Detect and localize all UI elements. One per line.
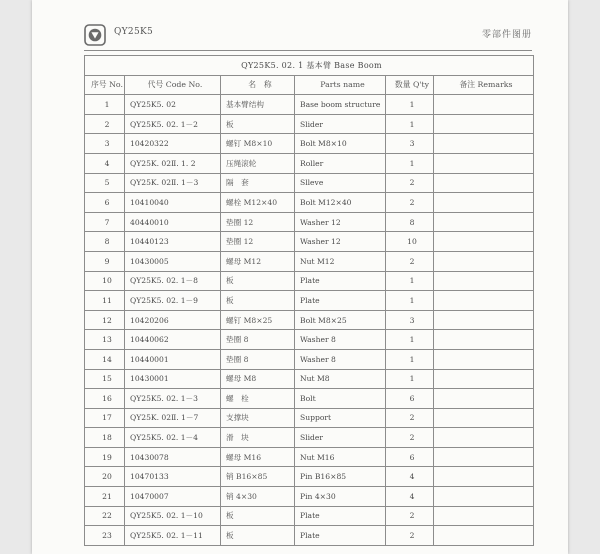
chinese-name-cell: 支撑块 [221,408,295,428]
code-cell: 10430078 [125,447,221,467]
parts-name-cell: Nut M16 [295,447,386,467]
chinese-name-cell: 螺钉 M8×10 [221,134,295,154]
table-row [85,173,534,193]
parts-name-cell: Washer 12 [295,232,386,252]
table-row [85,232,534,252]
table-body [85,95,534,546]
code-cell: 10430005 [125,251,221,271]
parts-name-cell: Slider [295,114,386,134]
table-row [85,271,534,291]
parts-name-cell: Pin 4×30 [295,487,386,507]
remarks-cell [434,428,534,448]
parts-name-cell: Washer 8 [295,349,386,369]
quantity-cell: 6 [386,447,434,467]
document-page [32,0,568,554]
code-cell: 10440123 [125,232,221,252]
remarks-cell [434,134,534,154]
code-cell: QY25K5. 02. 1－4 [125,428,221,448]
row-number: 3 [85,134,125,154]
table-row [85,134,534,154]
quantity-cell: 4 [386,467,434,487]
quantity-cell: 1 [386,330,434,350]
table-row [85,114,534,134]
quantity-cell: 1 [386,95,434,115]
chinese-name-cell: 螺母 M16 [221,447,295,467]
catalog-title: 零部件图册 [481,30,532,40]
code-cell: 10420322 [125,134,221,154]
parts-name-cell: Nut M12 [295,251,386,271]
table-row [85,212,534,232]
chinese-name-cell: 垫圈 8 [221,330,295,350]
quantity-cell: 1 [386,349,434,369]
row-number: 14 [85,349,125,369]
quantity-cell: 2 [386,506,434,526]
row-number: 17 [85,408,125,428]
remarks-cell [434,212,534,232]
row-number: 9 [85,251,125,271]
remarks-cell [434,330,534,350]
table-header-row [85,75,534,95]
row-number: 21 [85,487,125,507]
row-number: 15 [85,369,125,389]
table-row [85,389,534,409]
remarks-cell [434,114,534,134]
row-number: 23 [85,526,125,546]
chinese-name-cell: 螺母 M12 [221,251,295,271]
chinese-name-cell: 垫圈 12 [221,232,295,252]
remarks-cell [434,526,534,546]
remarks-cell [434,487,534,507]
chinese-name-cell: 板 [221,291,295,311]
remarks-cell [434,447,534,467]
table-row [85,153,534,173]
parts-name-cell: Washer 12 [295,212,386,232]
code-cell: 10470007 [125,487,221,507]
code-cell: 40440010 [125,212,221,232]
chinese-name-cell: 板 [221,114,295,134]
chinese-name-cell: 螺 栓 [221,389,295,409]
quantity-cell: 10 [386,232,434,252]
table-row [85,251,534,271]
remarks-cell [434,95,534,115]
brand-logo-icon [84,24,106,46]
parts-name-cell: Pin B16×85 [295,467,386,487]
quantity-cell: 1 [386,114,434,134]
table-row [85,330,534,350]
parts-name-cell: Bolt [295,389,386,409]
table-row [85,310,534,330]
table-row [85,487,534,507]
code-cell: QY25K5. 02 [125,95,221,115]
page-header [84,20,532,51]
row-number: 19 [85,447,125,467]
code-cell: 10420206 [125,310,221,330]
table-row [85,467,534,487]
remarks-cell [434,193,534,213]
chinese-name-cell: 滑 块 [221,428,295,448]
column-header-code: 代号 Code No. [125,75,221,95]
chinese-name-cell: 板 [221,506,295,526]
table-title-row [85,56,534,76]
row-number: 7 [85,212,125,232]
remarks-cell [434,173,534,193]
quantity-cell: 2 [386,428,434,448]
chinese-name-cell: 销 B16×85 [221,467,295,487]
table-row [85,95,534,115]
code-cell: QY25K. 02Ⅱ. 1－3 [125,173,221,193]
remarks-cell [434,467,534,487]
row-number: 1 [85,95,125,115]
remarks-cell [434,153,534,173]
table-row [85,349,534,369]
parts-name-cell: Bolt M12×40 [295,193,386,213]
quantity-cell: 2 [386,193,434,213]
column-header-qty: 数量 Q'ty [386,75,434,95]
code-cell: QY25K5. 02. 1－10 [125,506,221,526]
remarks-cell [434,506,534,526]
parts-name-cell: Washer 8 [295,330,386,350]
quantity-cell: 1 [386,271,434,291]
remarks-cell [434,251,534,271]
quantity-cell: 3 [386,310,434,330]
model-code: QY25K5 [114,27,154,37]
quantity-cell: 2 [386,408,434,428]
remarks-cell [434,369,534,389]
parts-name-cell: Base boom structure [295,95,386,115]
chinese-name-cell: 螺钉 M8×25 [221,310,295,330]
quantity-cell: 1 [386,369,434,389]
row-number: 18 [85,428,125,448]
row-number: 5 [85,173,125,193]
parts-name-cell: Plate [295,526,386,546]
table-row [85,447,534,467]
chinese-name-cell: 螺栓 M12×40 [221,193,295,213]
remarks-cell [434,291,534,311]
chinese-name-cell: 隔 套 [221,173,295,193]
code-cell: 10410040 [125,193,221,213]
chinese-name-cell: 销 4×30 [221,487,295,507]
code-cell: 10430001 [125,369,221,389]
code-cell: QY25K5. 02. 1－3 [125,389,221,409]
chinese-name-cell: 板 [221,271,295,291]
parts-name-cell: Plate [295,291,386,311]
row-number: 4 [85,153,125,173]
table-row [85,291,534,311]
quantity-cell: 2 [386,251,434,271]
table-row [85,369,534,389]
column-header-parts-name: Parts name [295,75,386,95]
column-header-name-cn: 名 称 [221,75,295,95]
remarks-cell [434,349,534,369]
code-cell: QY25K5. 02. 1－2 [125,114,221,134]
quantity-cell: 4 [386,487,434,507]
code-cell: QY25K5. 02. 1－11 [125,526,221,546]
row-number: 2 [85,114,125,134]
code-cell: QY25K. 02Ⅱ. 1. 2 [125,153,221,173]
parts-name-cell: Support [295,408,386,428]
code-cell: 10470133 [125,467,221,487]
row-number: 8 [85,232,125,252]
remarks-cell [434,408,534,428]
quantity-cell: 3 [386,134,434,154]
code-cell: 10440001 [125,349,221,369]
row-number: 6 [85,193,125,213]
quantity-cell: 1 [386,291,434,311]
row-number: 11 [85,291,125,311]
row-number: 22 [85,506,125,526]
row-number: 20 [85,467,125,487]
row-number: 16 [85,389,125,409]
code-cell: QY25K5. 02. 1－9 [125,291,221,311]
column-header-remarks: 备注 Remarks [434,75,534,95]
code-cell: QY25K5. 02. 1－8 [125,271,221,291]
table-title: QY25K5. 02. 1 基本臂 Base Boom [85,56,534,76]
code-cell: QY25K. 02Ⅱ. 1－7 [125,408,221,428]
row-number: 10 [85,271,125,291]
parts-name-cell: Slleve [295,173,386,193]
row-number: 12 [85,310,125,330]
parts-name-cell: Nut M8 [295,369,386,389]
chinese-name-cell: 螺母 M8 [221,369,295,389]
parts-name-cell: Roller [295,153,386,173]
parts-name-cell: Bolt M8×10 [295,134,386,154]
quantity-cell: 2 [386,173,434,193]
parts-name-cell: Plate [295,271,386,291]
parts-name-cell: Plate [295,506,386,526]
chinese-name-cell: 压绳滚轮 [221,153,295,173]
row-number: 13 [85,330,125,350]
column-header-no: 序号 No. [85,75,125,95]
table-row [85,526,534,546]
quantity-cell: 1 [386,153,434,173]
parts-table [84,55,534,546]
parts-name-cell: Bolt M8×25 [295,310,386,330]
table-row [85,193,534,213]
remarks-cell [434,389,534,409]
table-row [85,408,534,428]
chinese-name-cell: 垫圈 12 [221,212,295,232]
quantity-cell: 8 [386,212,434,232]
chinese-name-cell: 基本臂结构 [221,95,295,115]
quantity-cell: 2 [386,526,434,546]
table-row [85,506,534,526]
parts-name-cell: Slider [295,428,386,448]
chinese-name-cell: 垫圈 8 [221,349,295,369]
remarks-cell [434,310,534,330]
remarks-cell [434,232,534,252]
remarks-cell [434,271,534,291]
quantity-cell: 6 [386,389,434,409]
chinese-name-cell: 板 [221,526,295,546]
code-cell: 10440062 [125,330,221,350]
table-row [85,428,534,448]
